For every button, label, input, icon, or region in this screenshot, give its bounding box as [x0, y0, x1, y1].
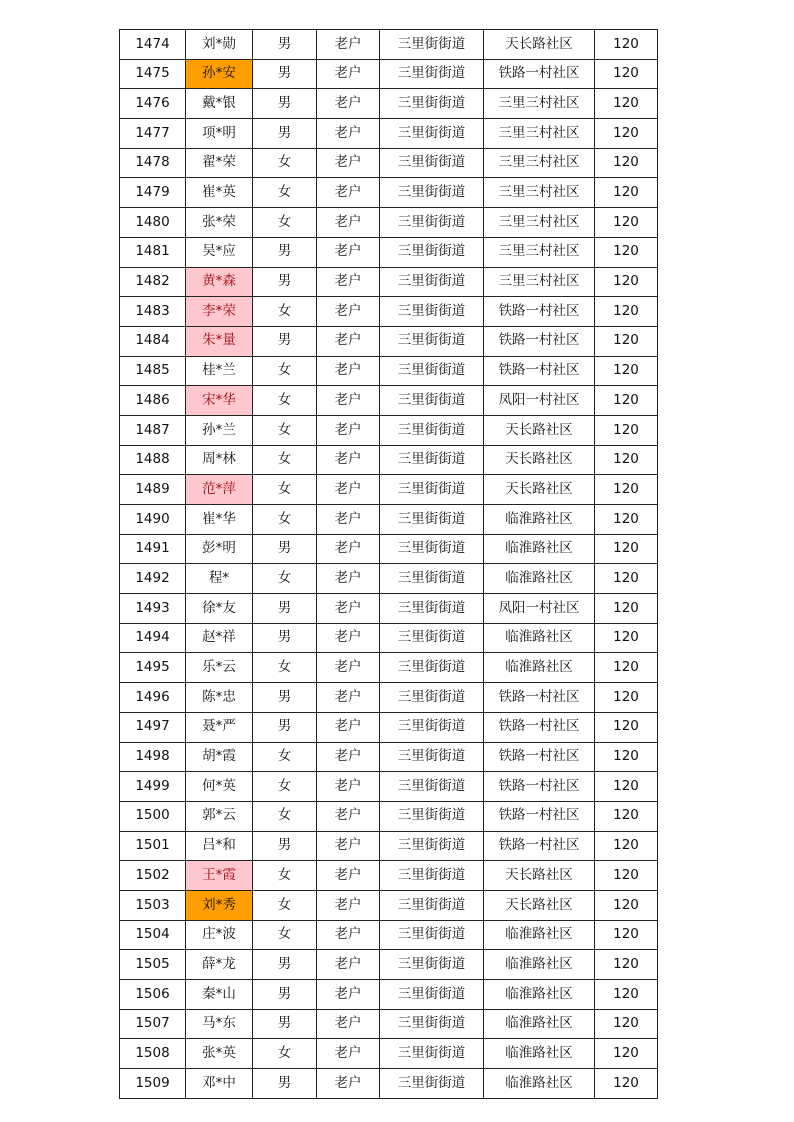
table-row: [120, 653, 658, 683]
name-cell: 戴*银: [186, 89, 253, 119]
household-type-cell: 老户: [317, 683, 380, 713]
community-cell: 铁路一村社区: [484, 831, 595, 861]
community-cell: 铁路一村社区: [484, 59, 595, 89]
household-type-cell: 老户: [317, 831, 380, 861]
gender-cell: 女: [253, 297, 317, 327]
street-cell: 三里街街道: [380, 445, 484, 475]
household-type-cell: 老户: [317, 119, 380, 149]
name-cell: 李*荣: [186, 297, 253, 327]
row-number-cell: 1495: [120, 653, 186, 683]
household-type-cell: 老户: [317, 89, 380, 119]
community-cell: 临淮路社区: [484, 505, 595, 535]
street-cell: 三里街街道: [380, 980, 484, 1010]
name-cell: 程*: [186, 564, 253, 594]
amount-cell: 120: [595, 801, 658, 831]
table-row: [120, 59, 658, 89]
street-cell: 三里街街道: [380, 119, 484, 149]
name-cell: 秦*山: [186, 980, 253, 1010]
street-cell: 三里街街道: [380, 148, 484, 178]
row-number-cell: 1484: [120, 326, 186, 356]
amount-cell: 120: [595, 1039, 658, 1069]
row-number-cell: 1483: [120, 297, 186, 327]
community-cell: 三里三村社区: [484, 237, 595, 267]
household-type-cell: 老户: [317, 1039, 380, 1069]
community-cell: 铁路一村社区: [484, 801, 595, 831]
row-number-cell: 1509: [120, 1069, 186, 1099]
amount-cell: 120: [595, 564, 658, 594]
street-cell: 三里街街道: [380, 1039, 484, 1069]
amount-cell: 120: [595, 30, 658, 60]
table-row: [120, 920, 658, 950]
street-cell: 三里街街道: [380, 831, 484, 861]
gender-cell: 女: [253, 920, 317, 950]
street-cell: 三里街街道: [380, 267, 484, 297]
name-cell: 桂*兰: [186, 356, 253, 386]
table-row: [120, 801, 658, 831]
row-number-cell: 1481: [120, 237, 186, 267]
table-row: [120, 208, 658, 238]
row-number-cell: 1480: [120, 208, 186, 238]
community-cell: 临淮路社区: [484, 920, 595, 950]
amount-cell: 120: [595, 415, 658, 445]
row-number-cell: 1476: [120, 89, 186, 119]
gender-cell: 男: [253, 831, 317, 861]
gender-cell: 女: [253, 475, 317, 505]
amount-cell: 120: [595, 861, 658, 891]
amount-cell: 120: [595, 831, 658, 861]
gender-cell: 男: [253, 712, 317, 742]
row-number-cell: 1503: [120, 890, 186, 920]
gender-cell: 男: [253, 267, 317, 297]
amount-cell: 120: [595, 386, 658, 416]
gender-cell: 女: [253, 445, 317, 475]
name-cell: 胡*霞: [186, 742, 253, 772]
street-cell: 三里街街道: [380, 297, 484, 327]
row-number-cell: 1494: [120, 623, 186, 653]
row-number-cell: 1487: [120, 415, 186, 445]
gender-cell: 女: [253, 208, 317, 238]
name-cell: 刘*勋: [186, 30, 253, 60]
gender-cell: 女: [253, 653, 317, 683]
household-type-cell: 老户: [317, 920, 380, 950]
table-row: [120, 237, 658, 267]
table-row: [120, 505, 658, 535]
community-cell: 铁路一村社区: [484, 326, 595, 356]
name-cell: 薛*龙: [186, 950, 253, 980]
table-row: [120, 356, 658, 386]
table-row: [120, 683, 658, 713]
recipient-table: [119, 29, 658, 1099]
community-cell: 凤阳一村社区: [484, 594, 595, 624]
community-cell: 铁路一村社区: [484, 772, 595, 802]
household-type-cell: 老户: [317, 356, 380, 386]
name-cell: 何*英: [186, 772, 253, 802]
amount-cell: 120: [595, 505, 658, 535]
row-number-cell: 1488: [120, 445, 186, 475]
household-type-cell: 老户: [317, 653, 380, 683]
table-row: [120, 267, 658, 297]
street-cell: 三里街街道: [380, 208, 484, 238]
amount-cell: 120: [595, 772, 658, 802]
gender-cell: 女: [253, 564, 317, 594]
street-cell: 三里街街道: [380, 742, 484, 772]
street-cell: 三里街街道: [380, 861, 484, 891]
street-cell: 三里街街道: [380, 712, 484, 742]
table-row: [120, 534, 658, 564]
amount-cell: 120: [595, 297, 658, 327]
community-cell: 临淮路社区: [484, 623, 595, 653]
row-number-cell: 1474: [120, 30, 186, 60]
household-type-cell: 老户: [317, 59, 380, 89]
table-row: [120, 594, 658, 624]
gender-cell: 男: [253, 119, 317, 149]
community-cell: 临淮路社区: [484, 564, 595, 594]
table-row: [120, 326, 658, 356]
household-type-cell: 老户: [317, 623, 380, 653]
household-type-cell: 老户: [317, 148, 380, 178]
community-cell: 铁路一村社区: [484, 356, 595, 386]
street-cell: 三里街街道: [380, 653, 484, 683]
name-cell: 范*萍: [186, 475, 253, 505]
row-number-cell: 1478: [120, 148, 186, 178]
street-cell: 三里街街道: [380, 356, 484, 386]
name-cell: 聂*严: [186, 712, 253, 742]
row-number-cell: 1496: [120, 683, 186, 713]
table-row: [120, 148, 658, 178]
community-cell: 临淮路社区: [484, 534, 595, 564]
amount-cell: 120: [595, 742, 658, 772]
amount-cell: 120: [595, 475, 658, 505]
street-cell: 三里街街道: [380, 594, 484, 624]
name-cell: 刘*秀: [186, 890, 253, 920]
street-cell: 三里街街道: [380, 386, 484, 416]
name-cell: 徐*友: [186, 594, 253, 624]
row-number-cell: 1507: [120, 1009, 186, 1039]
household-type-cell: 老户: [317, 326, 380, 356]
name-cell: 邓*中: [186, 1069, 253, 1099]
household-type-cell: 老户: [317, 712, 380, 742]
name-cell: 孙*兰: [186, 415, 253, 445]
gender-cell: 男: [253, 326, 317, 356]
community-cell: 天长路社区: [484, 415, 595, 445]
name-cell: 郭*云: [186, 801, 253, 831]
household-type-cell: 老户: [317, 208, 380, 238]
gender-cell: 男: [253, 534, 317, 564]
street-cell: 三里街街道: [380, 326, 484, 356]
row-number-cell: 1485: [120, 356, 186, 386]
household-type-cell: 老户: [317, 178, 380, 208]
household-type-cell: 老户: [317, 534, 380, 564]
amount-cell: 120: [595, 445, 658, 475]
amount-cell: 120: [595, 59, 658, 89]
amount-cell: 120: [595, 237, 658, 267]
street-cell: 三里街街道: [380, 89, 484, 119]
household-type-cell: 老户: [317, 564, 380, 594]
gender-cell: 男: [253, 594, 317, 624]
row-number-cell: 1486: [120, 386, 186, 416]
gender-cell: 男: [253, 237, 317, 267]
row-number-cell: 1501: [120, 831, 186, 861]
street-cell: 三里街街道: [380, 178, 484, 208]
gender-cell: 女: [253, 386, 317, 416]
household-type-cell: 老户: [317, 950, 380, 980]
row-number-cell: 1499: [120, 772, 186, 802]
community-cell: 铁路一村社区: [484, 683, 595, 713]
name-cell: 张*英: [186, 1039, 253, 1069]
household-type-cell: 老户: [317, 980, 380, 1010]
amount-cell: 120: [595, 89, 658, 119]
household-type-cell: 老户: [317, 742, 380, 772]
table-row: [120, 1069, 658, 1099]
street-cell: 三里街街道: [380, 59, 484, 89]
amount-cell: 120: [595, 1069, 658, 1099]
household-type-cell: 老户: [317, 386, 380, 416]
amount-cell: 120: [595, 1009, 658, 1039]
street-cell: 三里街街道: [380, 1069, 484, 1099]
gender-cell: 男: [253, 89, 317, 119]
amount-cell: 120: [595, 950, 658, 980]
name-cell: 张*荣: [186, 208, 253, 238]
street-cell: 三里街街道: [380, 772, 484, 802]
gender-cell: 女: [253, 801, 317, 831]
row-number-cell: 1500: [120, 801, 186, 831]
street-cell: 三里街街道: [380, 623, 484, 653]
table-row: [120, 742, 658, 772]
community-cell: 临淮路社区: [484, 1039, 595, 1069]
row-number-cell: 1477: [120, 119, 186, 149]
gender-cell: 男: [253, 1009, 317, 1039]
name-cell: 崔*英: [186, 178, 253, 208]
amount-cell: 120: [595, 178, 658, 208]
row-number-cell: 1493: [120, 594, 186, 624]
community-cell: 临淮路社区: [484, 950, 595, 980]
name-cell: 周*林: [186, 445, 253, 475]
gender-cell: 男: [253, 950, 317, 980]
gender-cell: 女: [253, 356, 317, 386]
gender-cell: 女: [253, 415, 317, 445]
community-cell: 三里三村社区: [484, 267, 595, 297]
gender-cell: 女: [253, 148, 317, 178]
community-cell: 天长路社区: [484, 861, 595, 891]
name-cell: 崔*华: [186, 505, 253, 535]
gender-cell: 男: [253, 980, 317, 1010]
table-row: [120, 415, 658, 445]
table-row: [120, 831, 658, 861]
row-number-cell: 1502: [120, 861, 186, 891]
street-cell: 三里街街道: [380, 505, 484, 535]
name-cell: 黄*森: [186, 267, 253, 297]
row-number-cell: 1504: [120, 920, 186, 950]
community-cell: 三里三村社区: [484, 178, 595, 208]
name-cell: 吕*和: [186, 831, 253, 861]
household-type-cell: 老户: [317, 772, 380, 802]
row-number-cell: 1508: [120, 1039, 186, 1069]
name-cell: 吴*应: [186, 237, 253, 267]
community-cell: 三里三村社区: [484, 208, 595, 238]
gender-cell: 男: [253, 30, 317, 60]
community-cell: 凤阳一村社区: [484, 386, 595, 416]
community-cell: 天长路社区: [484, 30, 595, 60]
amount-cell: 120: [595, 119, 658, 149]
gender-cell: 女: [253, 890, 317, 920]
table-row: [120, 772, 658, 802]
row-number-cell: 1482: [120, 267, 186, 297]
name-cell: 赵*祥: [186, 623, 253, 653]
street-cell: 三里街街道: [380, 920, 484, 950]
row-number-cell: 1505: [120, 950, 186, 980]
gender-cell: 女: [253, 505, 317, 535]
table-row: [120, 386, 658, 416]
amount-cell: 120: [595, 594, 658, 624]
community-cell: 铁路一村社区: [484, 742, 595, 772]
community-cell: 天长路社区: [484, 445, 595, 475]
household-type-cell: 老户: [317, 445, 380, 475]
gender-cell: 男: [253, 623, 317, 653]
community-cell: 临淮路社区: [484, 1069, 595, 1099]
table-row: [120, 890, 658, 920]
row-number-cell: 1479: [120, 178, 186, 208]
name-cell: 朱*量: [186, 326, 253, 356]
gender-cell: 女: [253, 772, 317, 802]
table-row: [120, 297, 658, 327]
gender-cell: 男: [253, 59, 317, 89]
table-row: [120, 950, 658, 980]
row-number-cell: 1491: [120, 534, 186, 564]
amount-cell: 120: [595, 683, 658, 713]
gender-cell: 男: [253, 683, 317, 713]
row-number-cell: 1497: [120, 712, 186, 742]
table-row: [120, 712, 658, 742]
name-cell: 翟*荣: [186, 148, 253, 178]
name-cell: 孙*安: [186, 59, 253, 89]
street-cell: 三里街街道: [380, 801, 484, 831]
table-row: [120, 445, 658, 475]
row-number-cell: 1475: [120, 59, 186, 89]
community-cell: 临淮路社区: [484, 1009, 595, 1039]
table-row: [120, 89, 658, 119]
gender-cell: 男: [253, 1069, 317, 1099]
street-cell: 三里街街道: [380, 415, 484, 445]
table-row: [120, 30, 658, 60]
name-cell: 陈*忠: [186, 683, 253, 713]
community-cell: 铁路一村社区: [484, 297, 595, 327]
community-cell: 天长路社区: [484, 890, 595, 920]
amount-cell: 120: [595, 534, 658, 564]
household-type-cell: 老户: [317, 297, 380, 327]
name-cell: 项*明: [186, 119, 253, 149]
street-cell: 三里街街道: [380, 890, 484, 920]
table-row: [120, 623, 658, 653]
household-type-cell: 老户: [317, 1069, 380, 1099]
gender-cell: 女: [253, 178, 317, 208]
table-row: [120, 861, 658, 891]
amount-cell: 120: [595, 712, 658, 742]
name-cell: 庄*波: [186, 920, 253, 950]
amount-cell: 120: [595, 356, 658, 386]
amount-cell: 120: [595, 267, 658, 297]
street-cell: 三里街街道: [380, 534, 484, 564]
community-cell: 三里三村社区: [484, 119, 595, 149]
household-type-cell: 老户: [317, 267, 380, 297]
household-type-cell: 老户: [317, 861, 380, 891]
household-type-cell: 老户: [317, 801, 380, 831]
table-row: [120, 475, 658, 505]
community-cell: 铁路一村社区: [484, 712, 595, 742]
household-type-cell: 老户: [317, 1009, 380, 1039]
community-cell: 临淮路社区: [484, 653, 595, 683]
name-cell: 马*东: [186, 1009, 253, 1039]
amount-cell: 120: [595, 653, 658, 683]
street-cell: 三里街街道: [380, 30, 484, 60]
street-cell: 三里街街道: [380, 564, 484, 594]
amount-cell: 120: [595, 980, 658, 1010]
street-cell: 三里街街道: [380, 237, 484, 267]
amount-cell: 120: [595, 623, 658, 653]
household-type-cell: 老户: [317, 505, 380, 535]
name-cell: 王*霞: [186, 861, 253, 891]
table-body: [120, 30, 658, 1099]
row-number-cell: 1506: [120, 980, 186, 1010]
amount-cell: 120: [595, 920, 658, 950]
row-number-cell: 1492: [120, 564, 186, 594]
table-row: [120, 178, 658, 208]
name-cell: 彭*明: [186, 534, 253, 564]
gender-cell: 女: [253, 742, 317, 772]
household-type-cell: 老户: [317, 237, 380, 267]
community-cell: 三里三村社区: [484, 89, 595, 119]
amount-cell: 120: [595, 148, 658, 178]
household-type-cell: 老户: [317, 475, 380, 505]
community-cell: 三里三村社区: [484, 148, 595, 178]
street-cell: 三里街街道: [380, 1009, 484, 1039]
name-cell: 乐*云: [186, 653, 253, 683]
row-number-cell: 1498: [120, 742, 186, 772]
street-cell: 三里街街道: [380, 683, 484, 713]
community-cell: 临淮路社区: [484, 980, 595, 1010]
household-type-cell: 老户: [317, 30, 380, 60]
household-type-cell: 老户: [317, 890, 380, 920]
household-type-cell: 老户: [317, 415, 380, 445]
table-row: [120, 1039, 658, 1069]
street-cell: 三里街街道: [380, 950, 484, 980]
table-row: [120, 119, 658, 149]
amount-cell: 120: [595, 326, 658, 356]
gender-cell: 女: [253, 1039, 317, 1069]
household-type-cell: 老户: [317, 594, 380, 624]
row-number-cell: 1490: [120, 505, 186, 535]
amount-cell: 120: [595, 208, 658, 238]
table-row: [120, 564, 658, 594]
community-cell: 天长路社区: [484, 475, 595, 505]
row-number-cell: 1489: [120, 475, 186, 505]
amount-cell: 120: [595, 890, 658, 920]
table-row: [120, 980, 658, 1010]
name-cell: 宋*华: [186, 386, 253, 416]
street-cell: 三里街街道: [380, 475, 484, 505]
gender-cell: 女: [253, 861, 317, 891]
table-row: [120, 1009, 658, 1039]
